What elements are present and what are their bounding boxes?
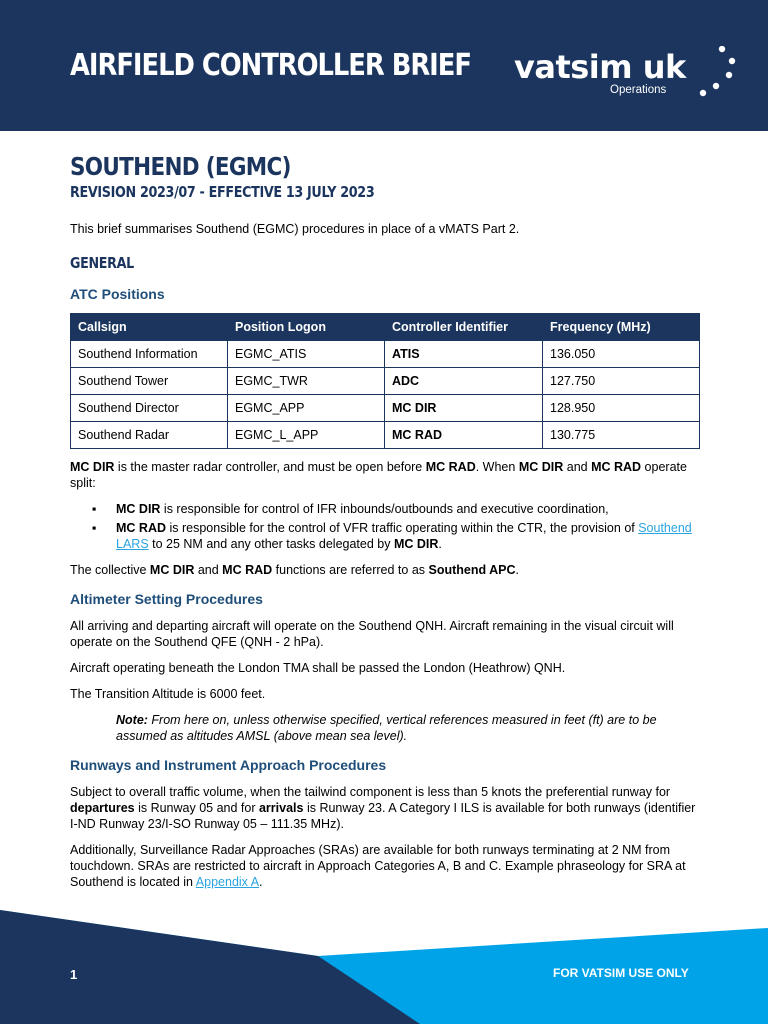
vatsim-uk-logo: [514, 46, 744, 106]
split-operation-paragraph: MC DIR is the master radar controller, and must be open before MC RAD. When MC DIR and MC RAD operate split:: [70, 460, 687, 490]
table-cell: 128.950: [543, 395, 700, 422]
table-cell: Southend Director: [71, 395, 228, 422]
table-cell: EGMC_L_APP: [228, 422, 385, 449]
table-cell: ATIS: [385, 341, 543, 368]
table-cell: EGMC_ATIS: [228, 341, 385, 368]
table-row: [71, 395, 700, 422]
table-row: [71, 368, 700, 395]
list-item: ▪ MC RAD is responsible for the control of VFR traffic operating within the CTR, the provision of Southend LARS to 25 NM and any other tasks delegated by MC DIR.: [92, 521, 692, 551]
altitude-note: Note: From here on, unless otherwise specified, vertical references measured in feet (ft) are to be assumed as altitudes AMSL (above mean sea level).: [116, 713, 657, 743]
subheading-altimeter: Altimeter Setting Procedures: [70, 591, 263, 607]
document-body: [70, 150, 700, 890]
logo-subtitle: Operations: [610, 84, 667, 96]
table-cell: MC RAD: [385, 422, 543, 449]
collective-paragraph: The collective MC DIR and MC RAD functions are referred to as Southend APC.: [70, 563, 520, 577]
table-cell: EGMC_TWR: [228, 368, 385, 395]
table-cell: EGMC_APP: [228, 395, 385, 422]
table-row: [71, 422, 700, 449]
table-header-cell: Callsign: [71, 314, 228, 341]
table-header-cell: Controller Identifier: [385, 314, 543, 341]
header-banner: [0, 0, 768, 131]
appendix-a-link[interactable]: Appendix A: [195, 875, 260, 889]
table-cell: Southend Radar: [71, 422, 228, 449]
table-cell: 127.750: [543, 368, 700, 395]
subheading-atc-positions: ATC Positions: [70, 286, 165, 302]
section-heading-general: GENERAL: [70, 254, 134, 272]
altimeter-paragraph-1: All arriving and departing aircraft will operate on the Southend QNH. Aircraft remaining in the visual circuit will operate on the Southend QFE (QNH - 2 hPa).: [70, 619, 674, 649]
table-header-cell: Position Logon: [228, 314, 385, 341]
table-cell: ADC: [385, 368, 543, 395]
page-number: 1: [70, 967, 78, 982]
runways-paragraph-2: Additionally, Surveillance Radar Approaches (SRAs) are available for both runways terminating at 2 NM from touchdown. SRAs are restricted to aircraft in Approach Categories A, B and C. Example phraseology for SRA at Southend is located in Appendix A.: [70, 843, 686, 889]
list-item: ▪ MC DIR is responsible for control of IFR inbounds/outbounds and executive coordination,: [92, 502, 609, 516]
brief-title: AIRFIELD CONTROLLER BRIEF: [70, 48, 471, 83]
atc-positions-table: [70, 313, 700, 449]
table-cell: Southend Tower: [71, 368, 228, 395]
table-cell: 136.050: [543, 341, 700, 368]
table-row: [71, 341, 700, 368]
subheading-runways: Runways and Instrument Approach Procedures: [70, 757, 387, 773]
page-title: SOUTHEND (EGMC): [70, 152, 291, 181]
split-responsibilities-list: [70, 501, 700, 552]
logo-text: vatsim uk: [514, 48, 686, 86]
table-header-cell: Frequency (MHz): [543, 314, 700, 341]
footer-banner: [0, 900, 768, 1024]
bullet-icon: ▪: [92, 521, 97, 535]
table-cell: MC DIR: [385, 395, 543, 422]
table-header-row: [71, 314, 700, 341]
bullet-icon: ▪: [92, 502, 97, 516]
table-cell: Southend Information: [71, 341, 228, 368]
logo-dots-icon: [514, 46, 744, 106]
altimeter-paragraph-2: Aircraft operating beneath the London TMA shall be passed the London (Heathrow) QNH.: [70, 661, 566, 675]
revision-subtitle: REVISION 2023/07 - EFFECTIVE 13 JULY 2023: [70, 183, 375, 201]
table-cell: 130.775: [543, 422, 700, 449]
southend-lars-link[interactable]: Southend LARS: [116, 521, 692, 551]
runways-paragraph-1: Subject to overall traffic volume, when the tailwind component is less than 5 knots the preferential runway for departures is Runway 05 and for arrivals is Runway 23. A Category I ILS is available for both runways (identifier I-ND Runway 23/I-SO Runway 05 – 111.35 MHz).: [70, 785, 696, 831]
intro-paragraph: This brief summarises Southend (EGMC) procedures in place of a vMATS Part 2.: [70, 222, 520, 236]
altimeter-paragraph-3: The Transition Altitude is 6000 feet.: [70, 687, 266, 701]
footer-classification: FOR VATSIM USE ONLY: [553, 966, 689, 980]
